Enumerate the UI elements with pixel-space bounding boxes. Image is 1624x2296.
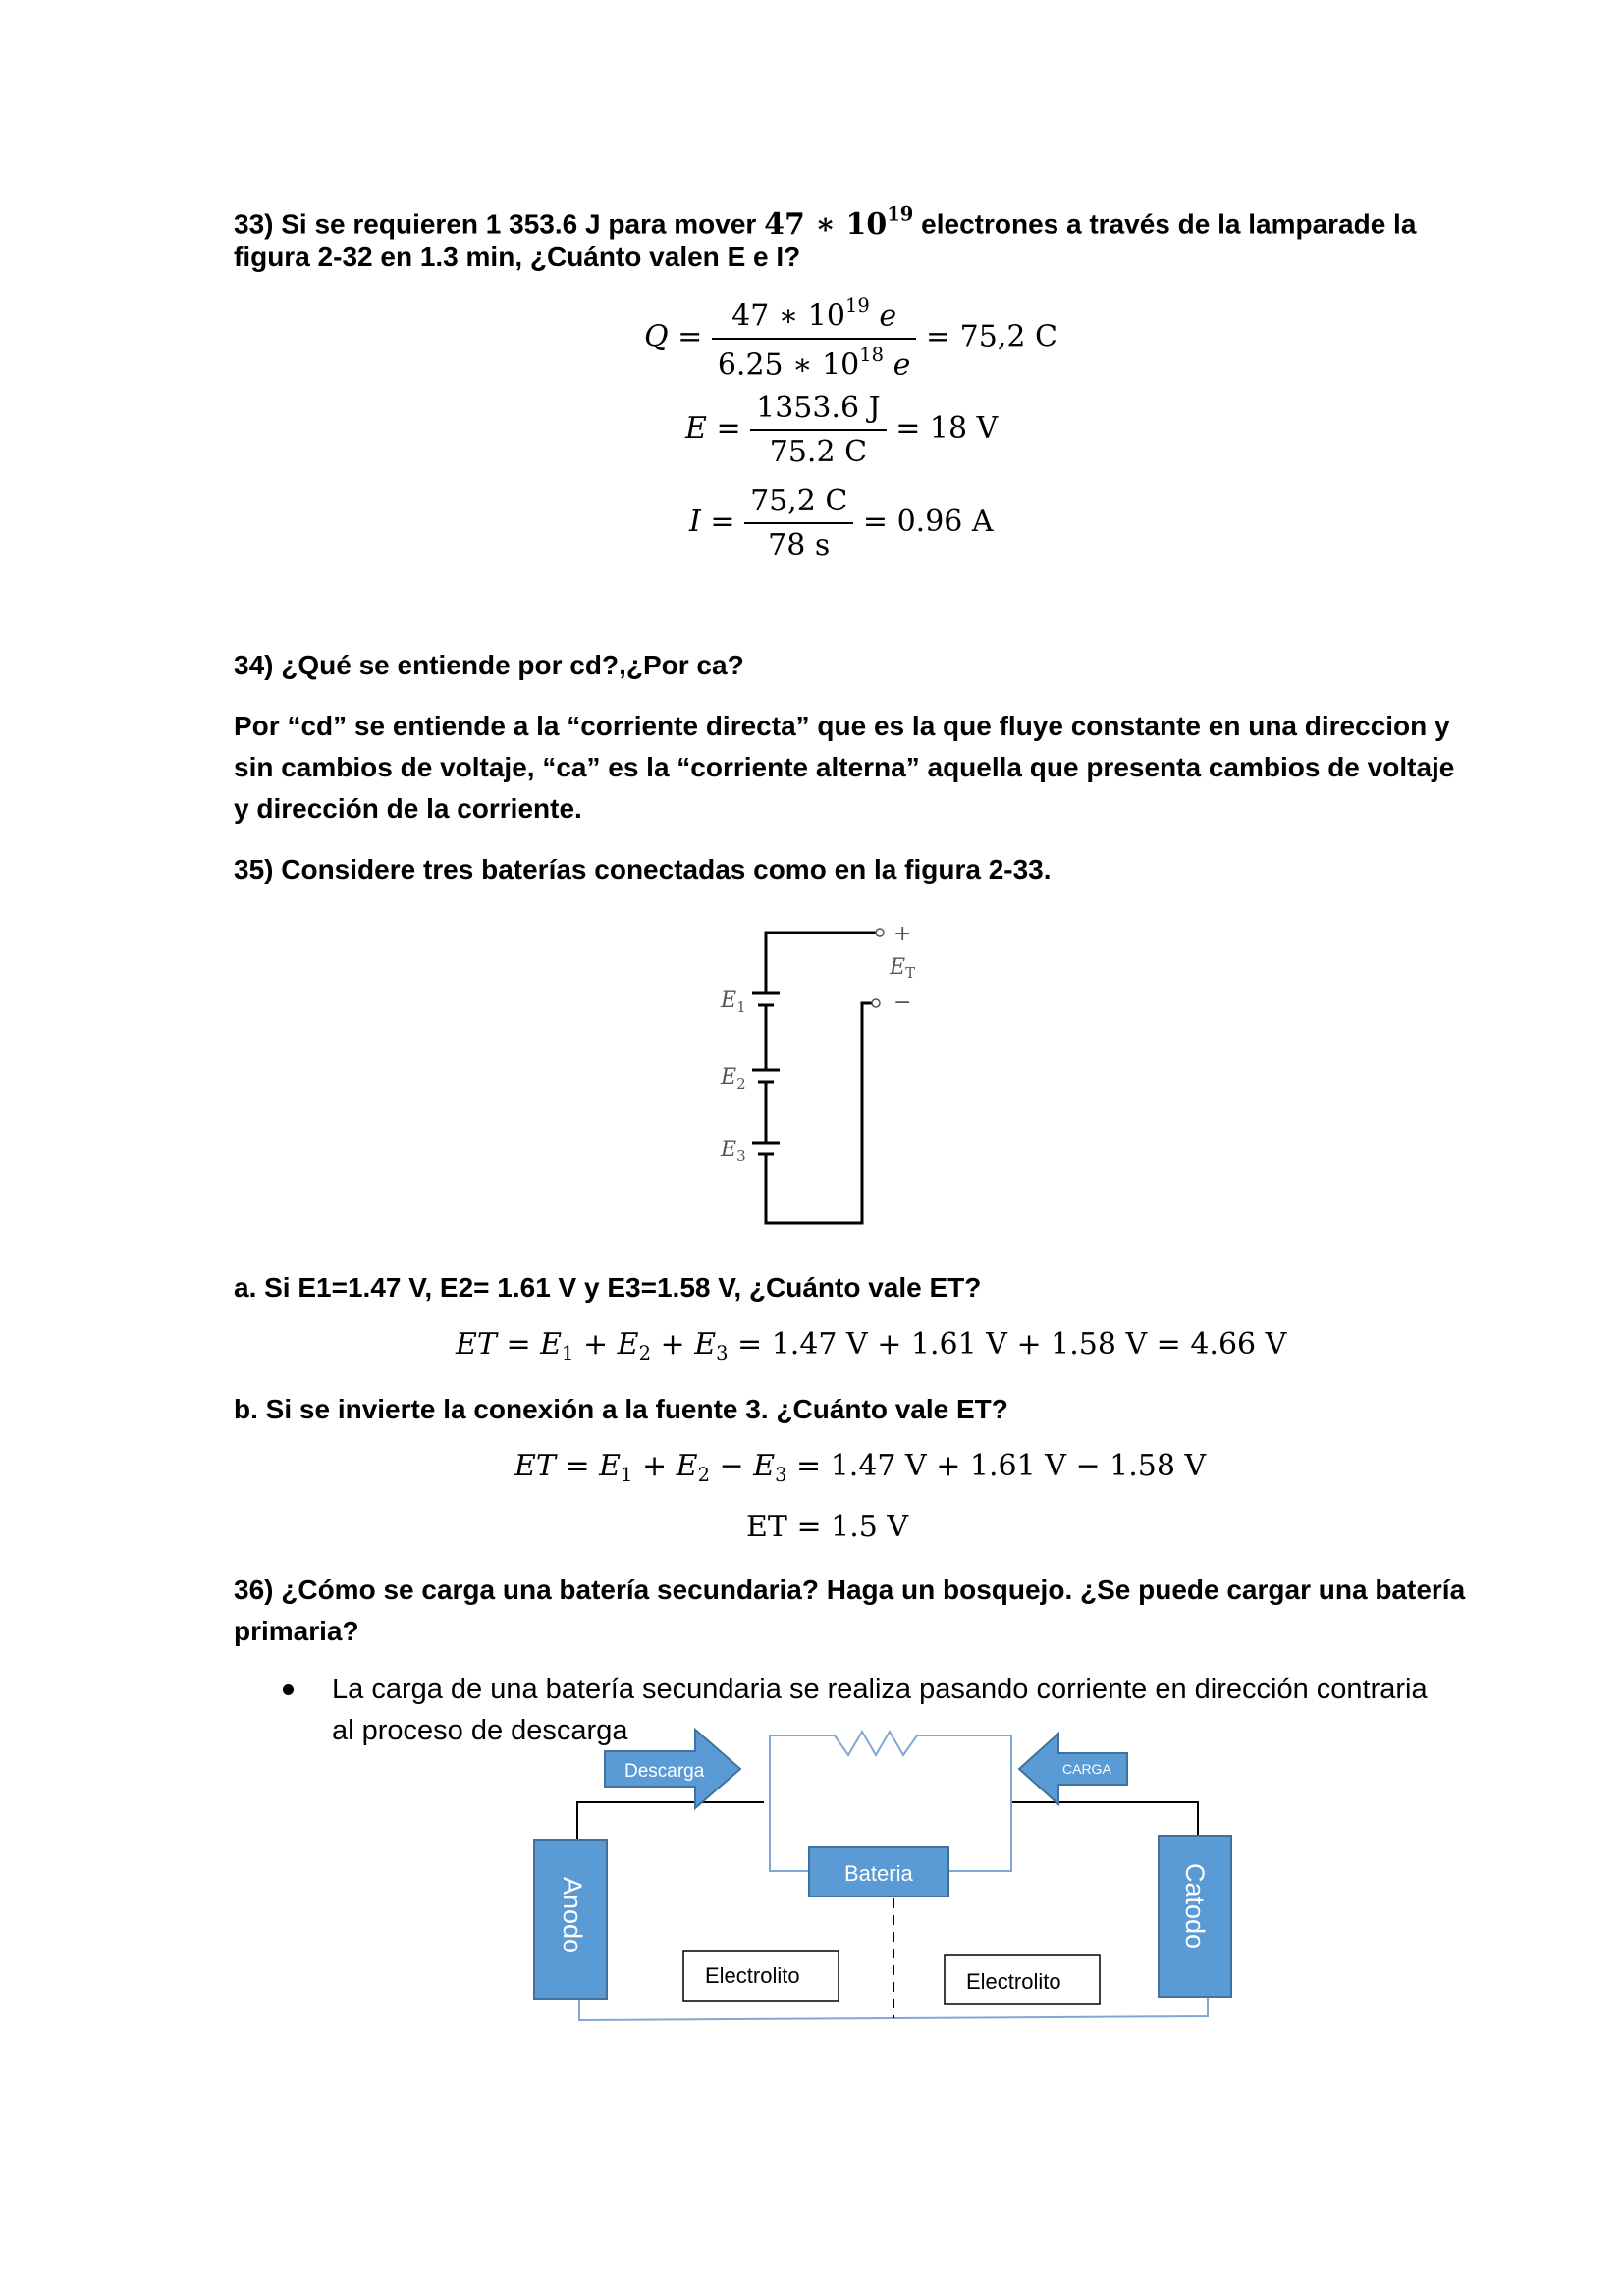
resistor-zigzag xyxy=(815,1732,972,1755)
electrolito-left-label: Electrolito xyxy=(705,1963,800,1988)
terminal-minus xyxy=(872,999,880,1007)
eq-charge-rhs: = 75,2 C xyxy=(925,319,1057,354)
q33-math: 47 ∗ $10^{19}$ xyxy=(764,202,914,241)
eq-voltage-rhs: = 18 V xyxy=(895,411,999,446)
label-plus: + xyxy=(893,922,912,946)
wire-right xyxy=(1011,1802,1198,1838)
eq-current-lhs: I xyxy=(689,505,701,539)
eq-current: I = $\frac{75,2 C}{78 s}$ = 0.96 A xyxy=(689,484,994,562)
q34-answer-line2: sin cambios de voltaje, “ca” es la “corriente alterna” aquella que presenta cambios de voltaje xyxy=(234,752,1455,782)
electrolito-right-label: Electrolito xyxy=(966,1969,1061,1994)
bullet-line1: La carga de una batería secundaria se realiza pasando corriente en dirección contraria xyxy=(332,1674,1428,1705)
q35-question: 35) Considere tres baterías conectadas como en la figura 2-33. xyxy=(234,854,1052,884)
terminal-plus xyxy=(876,929,884,936)
resistor-top-left xyxy=(770,1735,815,1806)
q34-answer-line1: Por “cd” se entiende a la “corriente directa” que es la que fluye constante en una direccion y xyxy=(234,711,1450,741)
eq-current-fraction: $\frac{75,2 C}{78 s}$ xyxy=(744,484,853,562)
circuit-wire-top xyxy=(766,933,877,993)
eq-charge: Q = $\frac{47 ∗ 10^{19} e}{6.25 ∗ 10^{18} e}$ = 75,2 C xyxy=(644,294,1057,383)
q36-question-line1: 36) ¿Cómo se carga una batería secundaria? Haga un bosquejo. ¿Se puede cargar una batería xyxy=(234,1575,1466,1605)
label-e3: $E_3$ xyxy=(721,1138,746,1165)
q34-question: 34) ¿Qué se entiende por cd?,¿Por ca? xyxy=(234,650,744,680)
anodo-label: Anodo xyxy=(558,1877,587,1954)
eq-voltage: E = $\frac{1353.6 J}{75.2 C}$ = 18 V xyxy=(685,391,999,469)
q33-suffix: electrones a través de la lamparade la xyxy=(913,208,1417,240)
eq-part-a: ET = $E_1 + E_2 + E_3 = 1.47$ V + 1.61 V + 1.58 V = 4.66 V xyxy=(456,1327,1287,1364)
q35-part-a: a. Si E1=1.47 V, E2= 1.61 V y E3=1.58 V, ¿Cuánto vale ET? xyxy=(234,1272,982,1303)
circuit-wire-bottom xyxy=(766,1003,872,1223)
battery-circuit-figure xyxy=(687,903,943,1237)
eq-charge-lhs: Q xyxy=(644,319,669,354)
wire-left xyxy=(577,1802,764,1840)
bullet-line2: al proceso de descarga xyxy=(332,1715,628,1746)
eq-voltage-lhs: E xyxy=(685,411,707,446)
q33-prefix: 33) Si se requieren 1 353.6 J para mover xyxy=(234,208,765,240)
bateria-label: Bateria xyxy=(844,1861,913,1886)
label-e1: $E_1$ xyxy=(721,988,746,1016)
q36-question-line2: primaria? xyxy=(234,1616,359,1646)
eq-charge-fraction: $\frac{47 ∗ 10^{19} e}{6.25 ∗ 10^{18} e}$ xyxy=(712,294,917,382)
catodo-label: Catodo xyxy=(1180,1863,1210,1949)
eq-part-b2: ET = 1.5 V xyxy=(746,1510,909,1544)
descarga-label: Descarga xyxy=(624,1761,705,1782)
charging-diagram xyxy=(520,1724,1247,2028)
carga-label: CARGA xyxy=(1062,1761,1111,1777)
label-e2: $E_2$ xyxy=(721,1065,746,1093)
q35-part-b: b. Si se invierte la conexión a la fuente 3. ¿Cuánto vale ET? xyxy=(234,1394,1008,1424)
label-et: ET xyxy=(890,955,916,982)
resistor-top-right xyxy=(972,1735,1011,1806)
q34-answer-line3: y dirección de la corriente. xyxy=(234,793,582,824)
eq-voltage-fraction: $\frac{1353.6 J}{75.2 C}$ xyxy=(750,391,887,469)
eq-part-b1: ET = $E_1 + E_2 - E_3 = 1.47$ V + 1.61 V − 1.58 V xyxy=(514,1449,1207,1486)
q33-line2: figura 2-32 en 1.3 min, ¿Cuánto valen E e I? xyxy=(234,241,801,272)
bullet-dot xyxy=(283,1684,294,1695)
label-minus: − xyxy=(893,990,912,1015)
eq-current-rhs: = 0.96 A xyxy=(862,505,994,539)
